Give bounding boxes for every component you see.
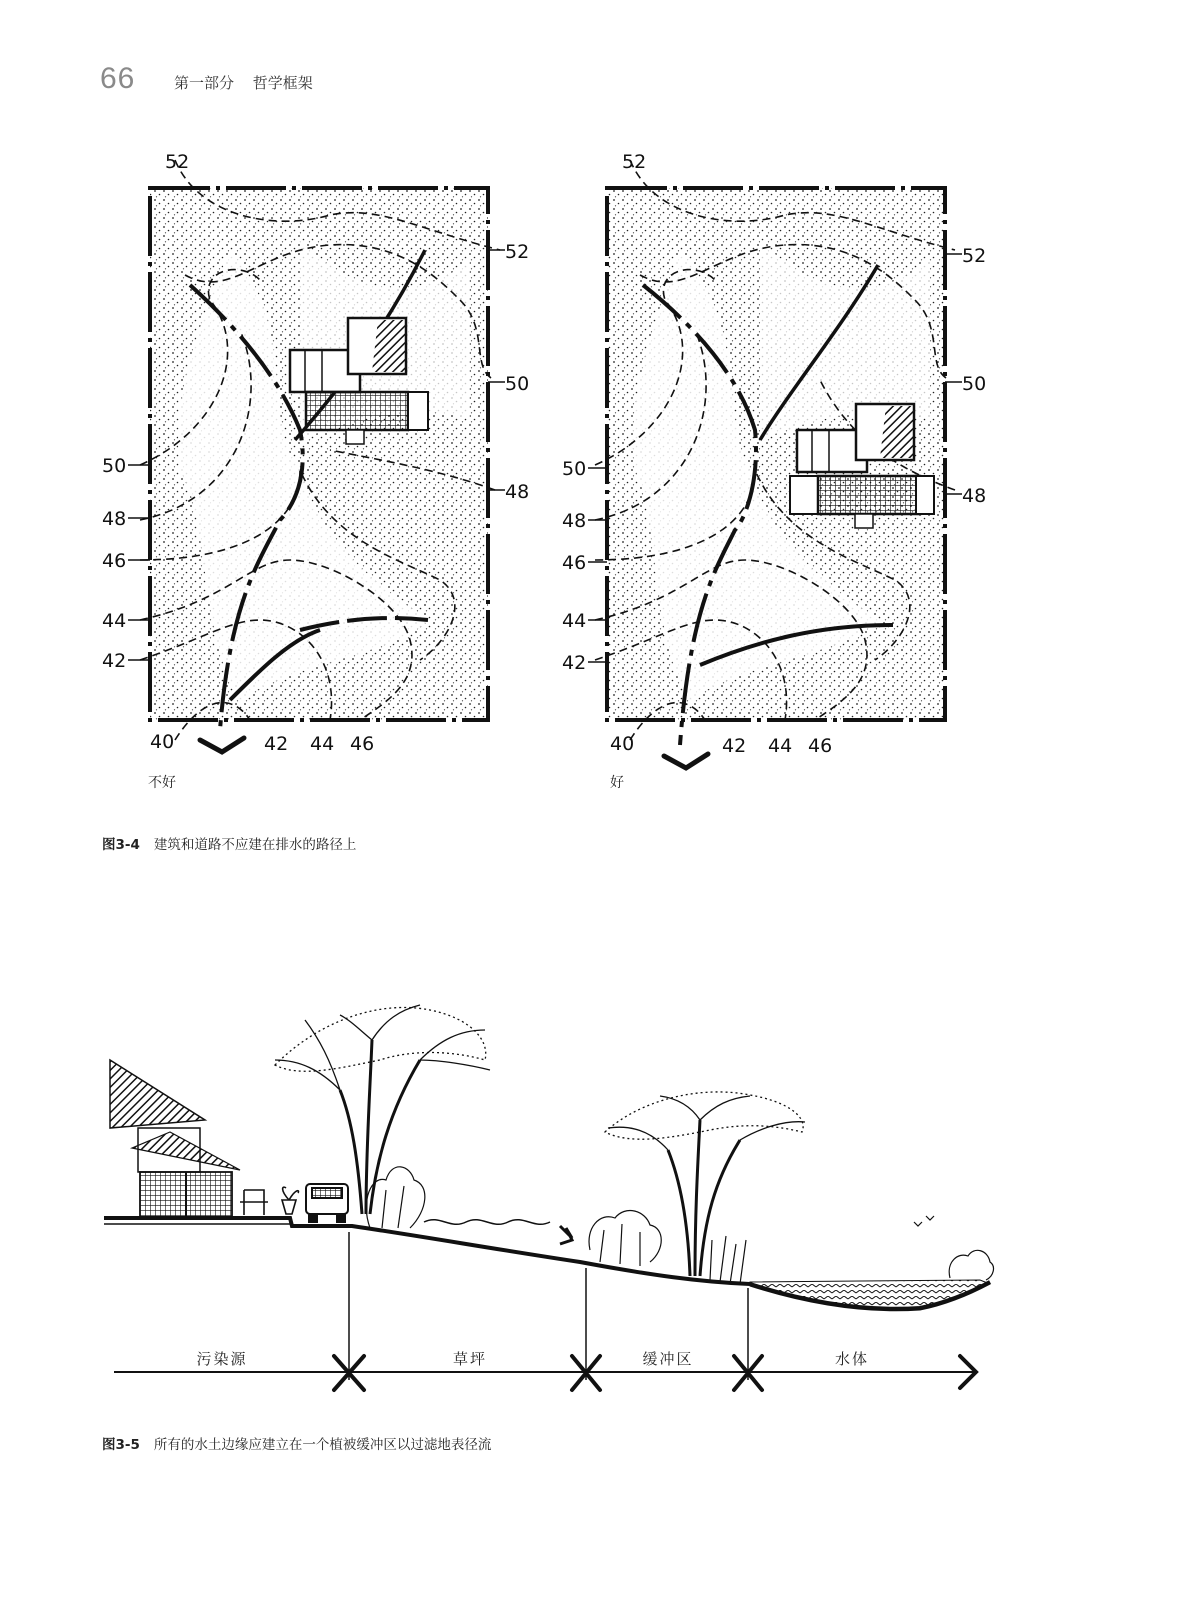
zone-label-buffer: 缓冲区 [642,1350,694,1368]
contour-label-left-4: 42 [562,652,587,674]
contour-label-bottom-2: 44 [768,735,793,757]
contour-label-left-2: 46 [102,550,127,572]
contour-label-bottom-3: 46 [808,735,833,757]
bench [240,1187,299,1215]
contour-label-right-0: 52 [962,245,987,267]
tree-large-1 [275,1005,490,1214]
figure-number: 图3-5 [102,1437,140,1453]
contour-label-bottom-1: 42 [722,735,747,757]
verdict-good: 好 [610,775,624,791]
part-label: 第一部分 [174,74,235,92]
contour-label-left-3: 44 [102,610,127,632]
zone-label-water-body: 水体 [834,1350,870,1368]
site-plan-bad [102,151,529,755]
buffer-shrubs [589,1211,746,1284]
caption-text: 建筑和道路不应建在排水的路径上 [153,837,357,853]
contour-label-right-0: 52 [505,241,530,263]
contour-label-bottom-0: 40 [150,731,175,753]
site-plan-good [562,151,986,768]
figure-number: 图3-4 [102,837,140,853]
contour-label-bottom-3: 46 [350,733,375,755]
page-number: 66 [100,62,136,95]
contour-label-top: 52 [165,151,190,173]
section-label: 哲学框架 [252,74,313,92]
contour-label-right-2: 48 [505,481,530,503]
car [306,1184,348,1222]
zone-label-lawn: 草坪 [452,1350,488,1368]
contour-label-left-4: 42 [102,650,127,672]
contour-label-bottom-0: 40 [610,733,635,755]
figure-3-4-caption [102,833,356,853]
zone-label-pollution-source: 污染源 [196,1350,248,1368]
contour-label-right-1: 50 [505,373,530,395]
contour-label-bottom-2: 44 [310,733,335,755]
contour-label-left-3: 44 [562,610,587,632]
verdict-bad: 不好 [148,775,176,791]
riparian-buffer-section [104,1005,993,1390]
figure-3-5-caption [102,1433,491,1453]
contour-label-left-2: 46 [562,552,587,574]
contour-label-bottom-1: 42 [264,733,289,755]
caption-text: 所有的水土边缘应建立在一个植被缓冲区以过滤地表径流 [153,1437,492,1453]
contour-label-left-1: 48 [562,510,587,532]
contour-label-top: 52 [622,151,647,173]
shoreline-shrub [914,1216,993,1280]
contour-label-right-2: 48 [962,485,987,507]
contour-label-left-0: 50 [102,455,127,477]
contour-label-left-0: 50 [562,458,587,480]
contour-label-right-1: 50 [962,373,987,395]
house [110,1060,240,1217]
tree-large-2 [605,1092,805,1276]
contour-label-left-1: 48 [102,508,127,530]
